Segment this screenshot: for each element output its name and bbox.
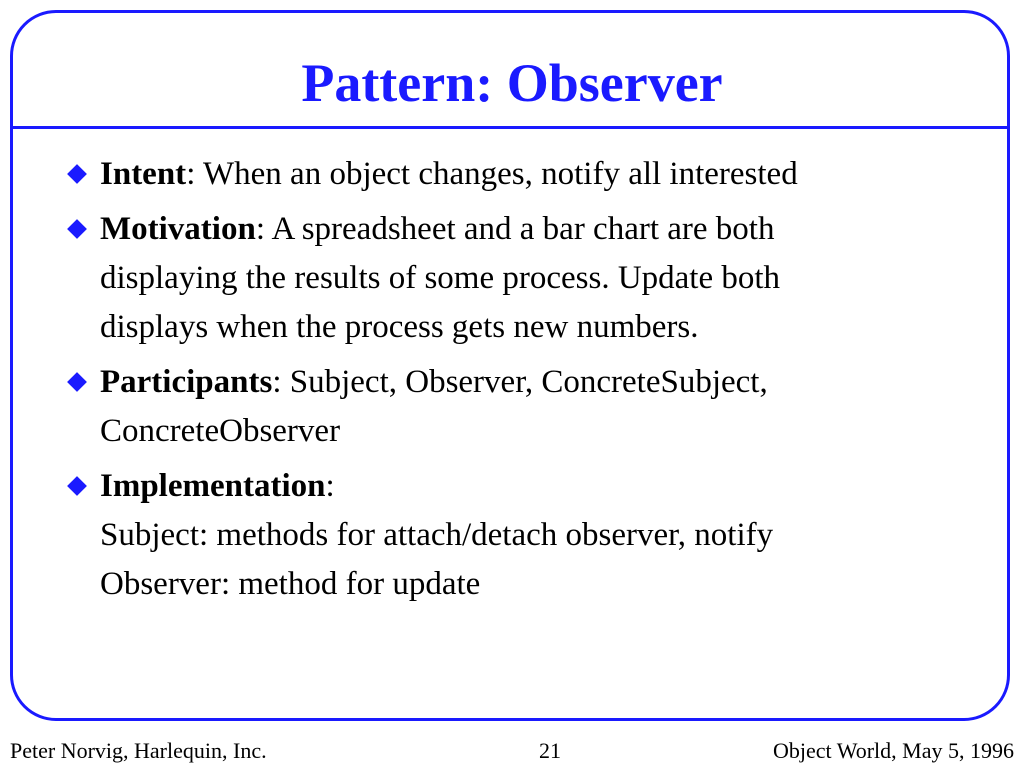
bullet-list: [66, 150, 966, 615]
diamond-bullet-icon: [67, 164, 87, 184]
diamond-bullet-icon: [67, 372, 87, 392]
diamond-bullet-icon: [67, 476, 87, 496]
diamond-bullet-icon: [67, 219, 87, 239]
bullet-text: Subject, Observer, ConcreteSubject,: [289, 364, 768, 400]
bullet-text: A spreadsheet and a bar chart are both: [271, 211, 775, 247]
bullet-line: Implementation:: [100, 468, 335, 504]
bullet-line: displaying the results of some process. Update both: [100, 260, 781, 296]
bullet-line: Intent: When an object changes, notify all interested: [100, 156, 798, 192]
bullet-term: Motivation: [100, 211, 256, 247]
bullet-line: displays when the process gets new numbers.: [100, 309, 699, 345]
bullet-line: Subject: methods for attach/detach observer, notify: [100, 517, 774, 553]
bullet-implementation: [66, 462, 966, 609]
bullet-line: Participants: Subject, Observer, ConcreteSubject,: [100, 364, 768, 400]
footer-author: Peter Norvig, Harlequin, Inc.: [10, 738, 267, 763]
slide-title: Pattern: Observer: [301, 53, 723, 113]
bullet-line: ConcreteObserver: [100, 413, 341, 449]
bullet-motivation: [66, 205, 966, 352]
footer-event: Object World, May 5, 1996: [772, 738, 1014, 763]
bullet-intent: [66, 150, 966, 199]
footer-page-number: 21: [539, 738, 561, 763]
bullet-line: Observer: method for update: [100, 566, 481, 602]
bullet-text: When an object changes, notify all interested: [203, 156, 798, 192]
bullet-term: Intent: [100, 156, 187, 192]
title-divider: [12, 126, 1009, 129]
bullet-participants: [66, 358, 966, 456]
bullet-term: Implementation: [100, 468, 326, 504]
bullet-line: Motivation: A spreadsheet and a bar chart are both: [100, 211, 775, 247]
bullet-term: Participants: [100, 364, 273, 400]
